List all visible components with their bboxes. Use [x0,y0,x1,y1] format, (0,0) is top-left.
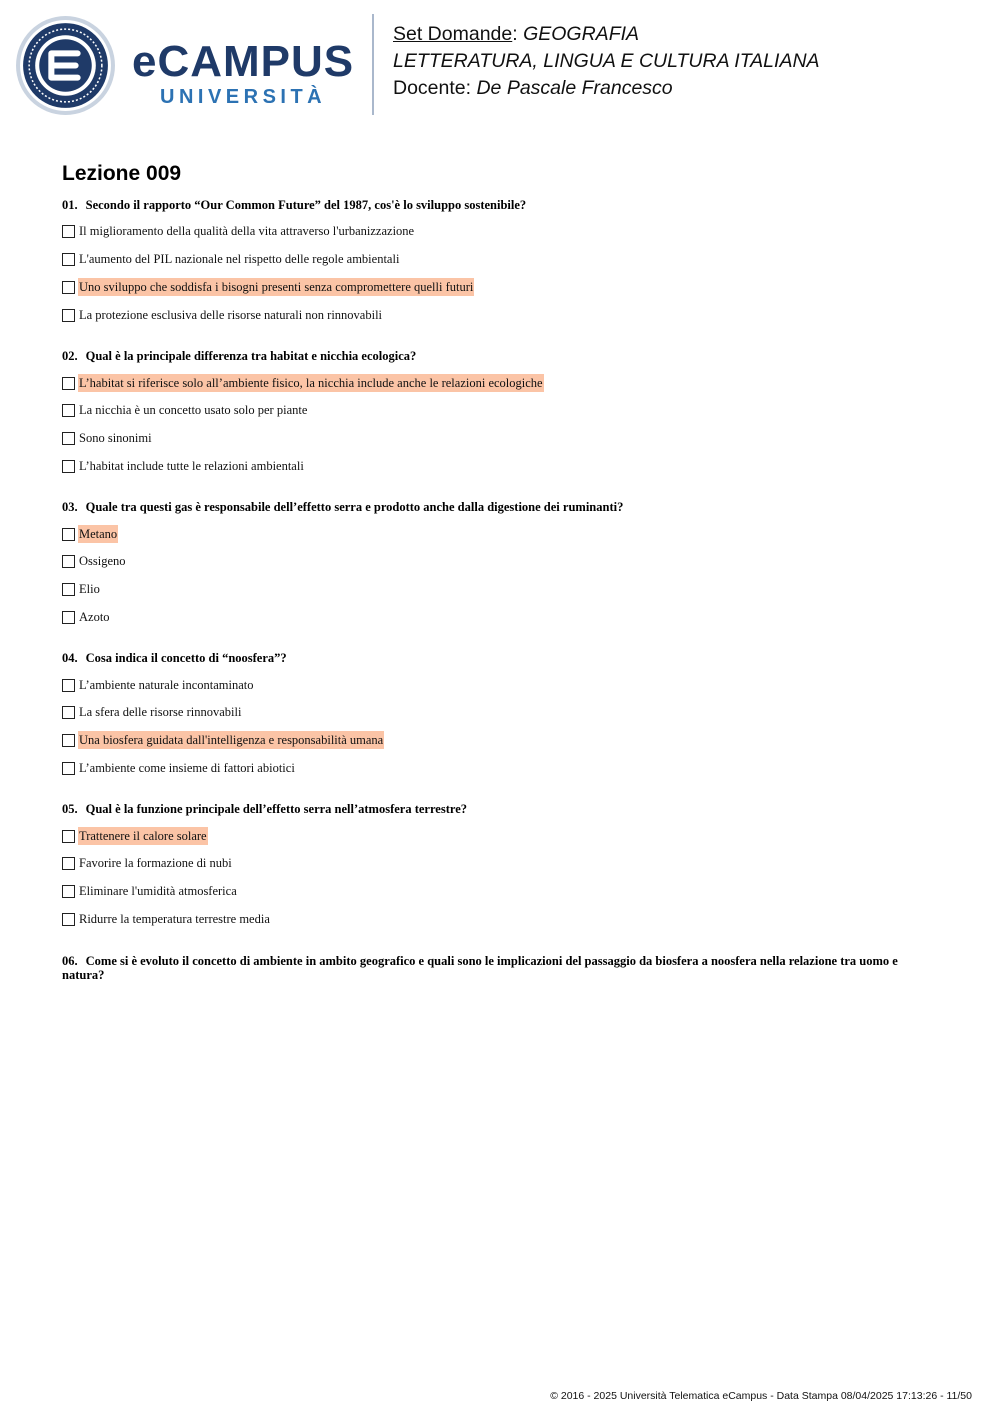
checkbox[interactable] [62,706,75,719]
set-label: Set Domande [393,23,513,45]
option-text: Favorire la formazione di nubi [79,856,232,870]
set-line [393,21,820,48]
option-05-c[interactable] [62,882,238,900]
question-04 [62,651,922,665]
question-text: Secondo il rapporto “Our Common Future” del 1987, cos'è lo sviluppo sostenibile? [85,198,527,212]
option-text: La sfera delle risorse rinnovabili [79,705,242,719]
option-text-correct: L’habitat si riferisce solo all’ambiente fisico, la nicchia include anche le relazioni ecologiche [79,376,543,390]
question-text: Quale tra questi gas è responsabile dell’effetto serra e prodotto anche dalla digestione dei ruminanti? [85,500,624,514]
option-text: La nicchia è un concetto usato solo per piante [79,403,308,417]
option-04-b[interactable] [62,703,242,721]
checkbox[interactable] [62,309,75,322]
question-text: Qual è la funzione principale dell’effetto serra nell’atmosfera terrestre? [85,802,467,816]
teacher-line [393,75,820,102]
option-text: Il miglioramento della qualità della vita attraverso l'urbanizzazione [79,224,415,238]
set-value: GEOGRAFIA [523,23,640,45]
checkbox[interactable] [62,460,75,473]
checkbox[interactable] [62,830,75,843]
question-06 [62,954,922,982]
option-text: L'aumento del PIL nazionale nel rispetto delle regole ambientali [79,252,400,266]
checkbox[interactable] [62,583,75,596]
option-05-b[interactable] [62,854,233,872]
option-text: La protezione esclusiva delle risorse naturali non rinnovabili [79,308,383,322]
option-05-d[interactable] [62,910,271,928]
option-text: Ridurre la temperatura terrestre media [79,912,270,926]
option-text-correct: Metano [79,527,118,541]
option-03-b[interactable] [62,552,127,570]
question-text: Qual è la principale differenza tra habitat e nicchia ecologica? [85,349,417,363]
question-number: 05. [62,802,78,816]
question-number: 03. [62,500,78,514]
option-01-d[interactable] [62,306,383,324]
question-text: Cosa indica il concetto di “noosfera”? [85,651,287,665]
page-footer: © 2016 - 2025 Università Telematica eCampus - Data Stampa 08/04/2025 17:13:26 - 11/50 [550,1390,972,1402]
option-02-c[interactable] [62,429,153,447]
option-01-b[interactable] [62,250,400,268]
checkbox[interactable] [62,225,75,238]
set-separator: : [512,23,524,45]
option-02-d[interactable] [62,457,305,475]
question-number: 01. [62,198,78,212]
question-number: 04. [62,651,78,665]
option-04-d[interactable] [62,759,296,777]
checkbox[interactable] [62,762,75,775]
checkbox[interactable] [62,404,75,417]
option-03-c[interactable] [62,580,101,598]
option-04-c[interactable] [62,731,384,749]
question-02 [62,349,922,363]
option-text: Azoto [79,610,110,624]
option-02-b[interactable] [62,401,308,419]
option-03-d[interactable] [62,608,111,626]
checkbox[interactable] [62,885,75,898]
question-number: 02. [62,349,78,363]
checkbox[interactable] [62,432,75,445]
checkbox[interactable] [62,281,75,294]
ecampus-logo [132,37,355,108]
checkbox[interactable] [62,377,75,390]
option-text-correct: Una biosfera guidata dall'intelligenza e responsabilità umana [79,733,384,747]
option-03-a[interactable] [62,525,118,543]
checkbox[interactable] [62,679,75,692]
course-name: LETTERATURA, LINGUA E CULTURA ITALIANA [393,50,820,72]
question-03 [62,500,922,514]
option-05-a[interactable] [62,827,208,845]
course-info [393,21,820,102]
question-01 [62,198,922,212]
checkbox[interactable] [62,857,75,870]
checkbox[interactable] [62,528,75,541]
question-text: Come si è evoluto il concetto di ambiente in ambito geografico e quali sono le implicazioni del passaggio da biosfera a noosfera nella relazione tra uomo e natura? [62,954,898,982]
checkbox[interactable] [62,611,75,624]
option-text: Eliminare l'umidità atmosferica [79,884,237,898]
option-text: Elio [79,582,100,596]
option-text: L’habitat include tutte le relazioni ambientali [79,459,304,473]
checkbox[interactable] [62,913,75,926]
logo-subtitle: UNIVERSITÀ [160,86,327,108]
ecampus-emblem-icon [15,15,116,116]
logo-brand: eCAMPUS [132,37,355,86]
checkbox[interactable] [62,253,75,266]
option-02-a[interactable] [62,374,544,392]
teacher-name: De Pascale Francesco [476,77,673,99]
option-text-correct: Trattenere il calore solare [79,829,207,843]
question-number: 06. [62,954,78,968]
option-text: L’ambiente come insieme di fattori abiotici [79,761,295,775]
option-01-a[interactable] [62,222,415,240]
option-text-correct: Uno sviluppo che soddisfa i bisogni presenti senza compromettere quelli futuri [79,280,474,294]
option-text: Ossigeno [79,554,126,568]
teacher-label: Docente: [393,77,477,99]
option-text: Sono sinonimi [79,431,152,445]
checkbox[interactable] [62,555,75,568]
question-05 [62,802,922,816]
header-divider [372,14,374,115]
option-01-c[interactable] [62,278,474,296]
lesson-title: Lezione 009 [62,162,182,185]
page-header [0,0,1000,130]
checkbox[interactable] [62,734,75,747]
option-text: L’ambiente naturale incontaminato [79,678,254,692]
option-04-a[interactable] [62,676,254,694]
